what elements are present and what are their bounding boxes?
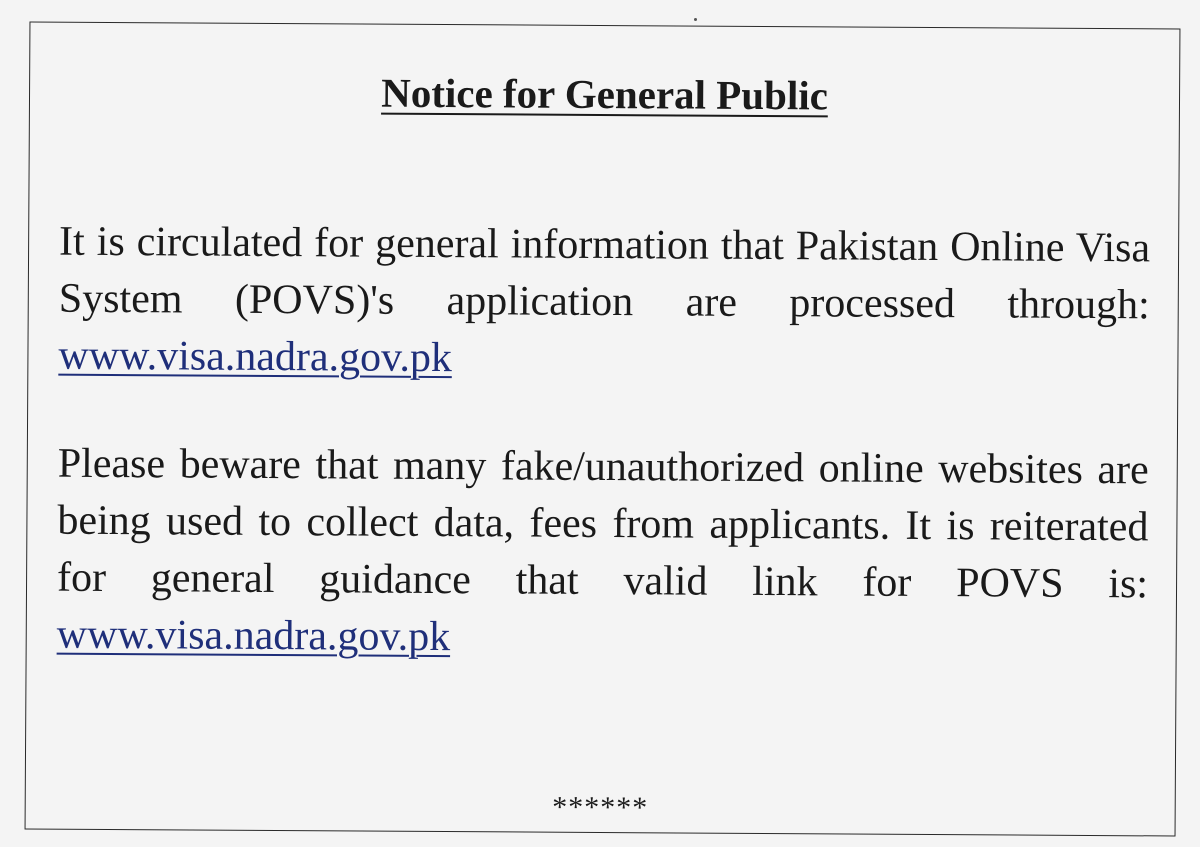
notice-border xyxy=(25,21,1181,836)
scan-speck xyxy=(694,18,697,21)
paragraph-official-portal xyxy=(58,214,1150,392)
end-of-notice-mark: ****** xyxy=(552,790,649,825)
paragraph-1-text: It is circulated for general information that Pakistan Online Visa System (POVS)'s application are processed through: xyxy=(58,218,1151,329)
notice-title-text: Notice for General Public xyxy=(381,69,829,119)
valid-povs-link[interactable]: www.visa.nadra.gov.pk xyxy=(56,611,451,661)
paragraph-2-text: Please beware that many fake/unauthorized online websites are being used to collect data, fees from applicants. It is reiterated for general guidance that valid link for POVS is: xyxy=(56,440,1149,608)
paragraph-fake-websites-warning xyxy=(57,436,1149,671)
visa-portal-link[interactable]: www.visa.nadra.gov.pk xyxy=(58,332,453,382)
notice-title xyxy=(30,66,1179,121)
